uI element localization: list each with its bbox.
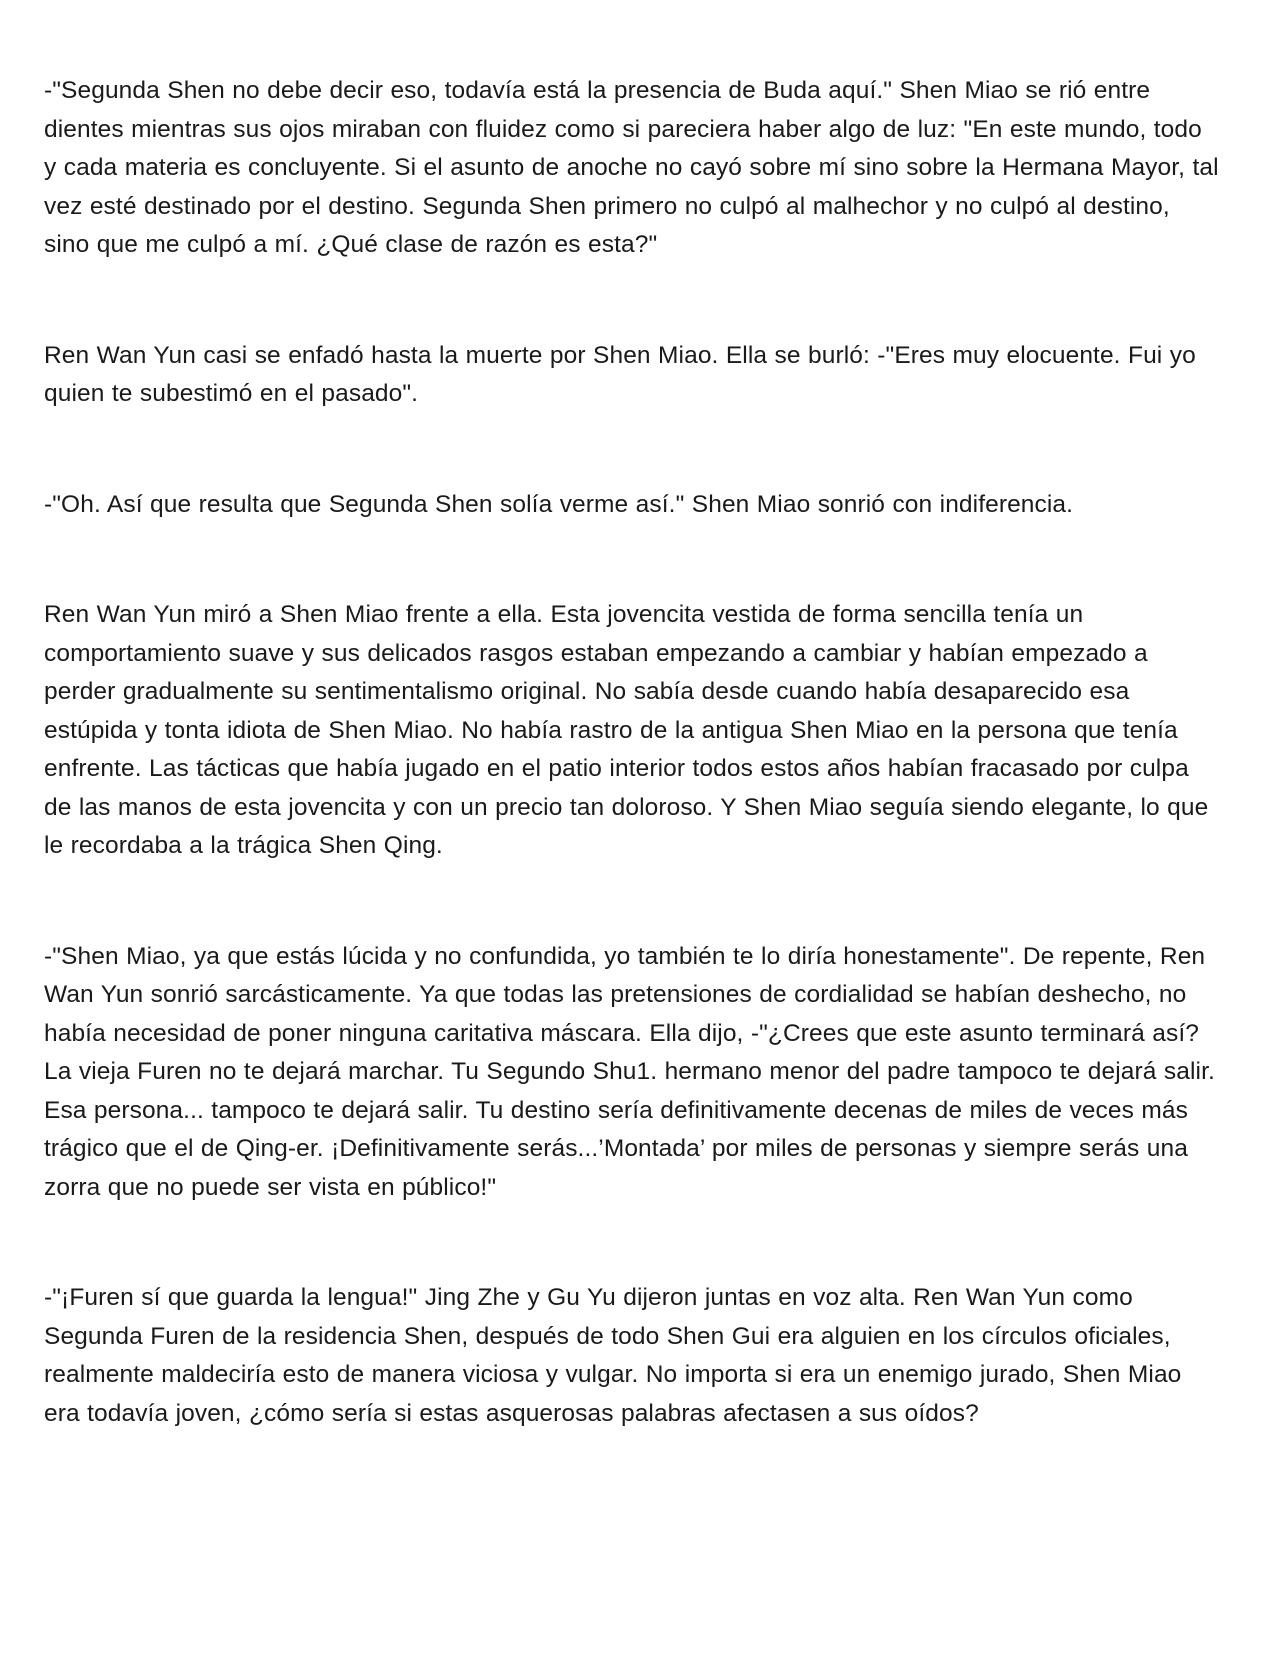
paragraph-3: -"Oh. Así que resulta que Segunda Shen solía verme así." Shen Miao sonrió con indiferencia. xyxy=(44,490,1074,518)
paragraph-2: Ren Wan Yun casi se enfadó hasta la muerte por Shen Miao. Ella se burló: -"Eres muy elocuente. Fui yo quien te subestimó en el pasado". xyxy=(44,341,1196,407)
paragraph-gap xyxy=(44,866,1220,938)
paragraph-4: Ren Wan Yun miró a Shen Miao frente a ella. Esta jovencita vestida de forma sencilla tenía un comportamiento suave y sus delicados rasgos estaban empezando a cambiar y habían empezado a perder gradualmente su sentimentalismo original. No sabía desde cuando había desaparecido esa estúpida y tonta idiota de Shen Miao. No había rastro de la antigua Shen Miao en la persona que tenía enfrente. Las tácticas que había jugado en el patio interior todos estos años habían fracasado por culpa de las manos de esta jovencita y con un precio tan doloroso. Y Shen Miao seguía siendo elegante, lo que le recordaba a la trágica Shen Qing. xyxy=(44,601,1209,859)
paragraph-gap xyxy=(44,524,1220,596)
paragraph-gap xyxy=(44,265,1220,337)
paragraph-6: -"¡Furen sí que guarda la lengua!" Jing Zhe y Gu Yu dijeron juntas en voz alta. Ren Wan Yun como Segunda Furen de la residencia Shen, después de todo Shen Gui era alguien en los círculos oficiales, realmente maldeciría esto de manera viciosa y vulgar. No importa si era un enemigo jurado, Shen Miao era todavía joven, ¿cómo sería si estas asquerosas palabras afectasen a sus oídos? xyxy=(44,1284,1182,1427)
paragraph-gap xyxy=(44,1207,1220,1279)
paragraph-gap xyxy=(44,414,1220,486)
paragraph-5: -"Shen Miao, ya que estás lúcida y no confundida, yo también te lo diría honestamente". De repente, Ren Wan Yun sonrió sarcásticamente. Ya que todas las pretensiones de cordialidad se habían deshecho, no había necesidad de poner ninguna caritativa máscara. Ella dijo, -"¿Crees que este asunto terminará así? La vieja Furen no te dejará marchar. Tu Segundo Shu1. hermano menor del padre tampoco te dejará salir. Esa persona... tampoco te dejará salir. Tu destino sería definitivamente decenas de miles de veces más trágico que el de Qing-er. ¡Definitivamente serás...’Montada’ por miles de personas y siempre serás una zorra que no puede ser vista en público!" xyxy=(44,942,1215,1201)
paragraph-1: -"Segunda Shen no debe decir eso, todavía está la presencia de Buda aquí." Shen Miao se rió entre dientes mientras sus ojos miraban con fluidez como si pareciera haber algo de luz: "En este mundo, todo y cada materia es concluyente. Si el asunto de anoche no cayó sobre mí sino sobre la Hermana Mayor, tal vez esté destinado por el destino. Segunda Shen primero no culpó al malhechor y no culpó al destino, sino que me culpó a mí. ¿Qué clase de razón es esta?" xyxy=(44,77,1219,258)
